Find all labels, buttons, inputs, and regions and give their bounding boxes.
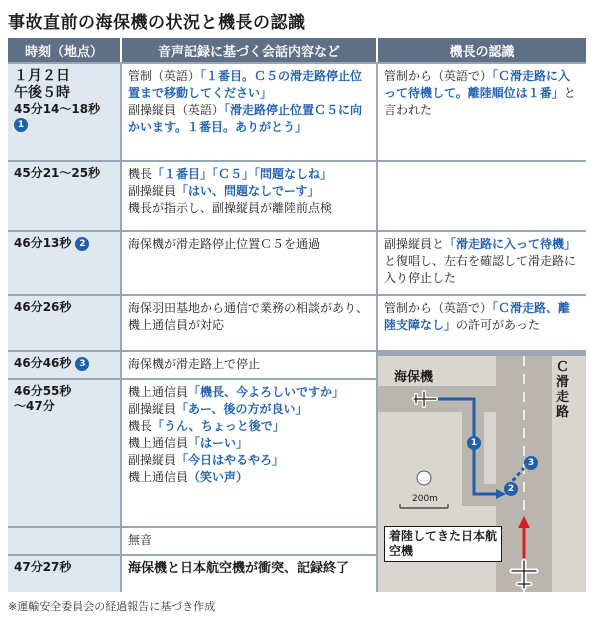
speaker: 機上通信員 [128, 436, 189, 450]
speaker: 管制（英語） [128, 69, 201, 83]
page-title: 事故直前の海保機の状況と機長の認識 [8, 13, 306, 33]
speaker: 副操縦員 [128, 402, 177, 416]
captain-pre: 管制から（英語で） [384, 301, 493, 315]
quote: 「あー、後の方が良い」 [176, 402, 308, 416]
talk-line [128, 435, 370, 452]
scale-label: 200m [412, 494, 438, 504]
table-row [8, 64, 586, 160]
talk-line [128, 384, 370, 401]
talk-line [128, 469, 370, 486]
position-marker: 3 [75, 357, 89, 371]
talk-line [128, 183, 370, 200]
talk-cell [122, 232, 376, 294]
talk-text: 海保機が滑走路停止位置Ｃ５を通過 [128, 237, 321, 251]
captain-pre: 副操縦員と [384, 237, 445, 251]
time-text: 46分46秒 3 [14, 356, 114, 371]
talk-text: 海保羽田基地から通信で業務の相談があり、機上通信員が対応 [128, 301, 369, 332]
talk-text: 海保機が滑走路上で停止 [128, 357, 261, 371]
captain-quote: 「Ｃ滑走路、離陸支障なし」 [384, 301, 571, 332]
map-marker-2: 2 [504, 482, 518, 496]
time-text: 45分21～25秒 [14, 166, 101, 180]
quote: 「滑走路停止位置Ｃ５に向かいます。１番目。ありがとう」 [128, 103, 363, 134]
time-cell [8, 296, 120, 350]
captain-pre: 管制から（英語で） [384, 69, 493, 83]
time-cell [8, 64, 120, 160]
captain-post: と言われた [384, 86, 576, 117]
quote: 「１番目」「Ｃ５」「問題なしね」 [152, 167, 333, 181]
captain-post: の許可があった [456, 318, 540, 332]
runway-label: Ｃ滑走路 [556, 360, 570, 420]
time-text: 47分27秒 [14, 560, 72, 574]
time-cell [8, 556, 120, 592]
talk-cell [122, 64, 376, 160]
quote: 「はい、問題なしでーす」 [176, 184, 320, 198]
position-marker: 2 [75, 237, 89, 251]
map-marker-1: 1 [467, 436, 481, 450]
talk-line [128, 300, 370, 334]
quote: （笑い声） [188, 470, 249, 484]
runway-map [378, 356, 586, 592]
time-text: 45分14～18秒 [14, 102, 101, 116]
map-marker-3: 3 [524, 456, 538, 470]
header-time: 時刻（地点） [8, 38, 120, 62]
quote: 「はーい」 [188, 436, 249, 450]
jcg-label: 海保機 [394, 370, 434, 385]
time-cell [8, 380, 120, 526]
talk-cell [122, 162, 376, 230]
talk-text: 機長が指示し、副操縦員が離陸前点検 [128, 201, 333, 215]
quote: 「うん、ちょっと後で」 [152, 419, 285, 433]
quote: 「今日はやるやろ」 [176, 453, 285, 467]
talk-cell [122, 556, 376, 592]
captain-cell [378, 162, 586, 230]
speaker: 副操縦員（英語） [128, 103, 225, 117]
header-talk: 音声記録に基づく会話内容など [122, 38, 376, 62]
talk-line [128, 452, 370, 469]
speaker: 機上通信員 [128, 385, 189, 399]
talk-line [128, 68, 370, 102]
time-cell [8, 352, 120, 378]
jal-label: 着陸してきた日本航空機 [384, 526, 502, 562]
speaker: 機上通信員 [128, 470, 189, 484]
talk-line [128, 166, 370, 183]
time-cell [8, 232, 120, 294]
quote: 「１番目。Ｃ５の滑走路停止位置まで移動してください」 [128, 69, 363, 100]
talk-text: 海保機と日本航空機が衝突、記録終了 [128, 561, 350, 576]
north-arrow-icon [417, 471, 431, 485]
talk-text: 無音 [128, 533, 153, 547]
talk-line [128, 200, 370, 217]
position-marker: 1 [14, 118, 28, 132]
time-cell [8, 528, 120, 554]
time-text: ～47分 [14, 399, 55, 413]
captain-post: と復唱し、左右を確認して滑走路に入り停止した [384, 254, 577, 285]
talk-cell [122, 528, 376, 554]
talk-cell [122, 296, 376, 350]
time-text: 午後５時 [14, 85, 70, 101]
captain-cell [378, 296, 586, 350]
captain-quote: 「Ｃ滑走路に入って待機して。離陸順位は１番」 [384, 69, 571, 100]
speaker: 機長 [128, 167, 153, 181]
speaker: 機長 [128, 419, 153, 433]
header-captain: 機長の認識 [378, 38, 586, 62]
talk-line [128, 401, 370, 418]
talk-line [128, 532, 370, 549]
speaker: 副操縦員 [128, 184, 177, 198]
talk-line [128, 418, 370, 435]
table-row [8, 232, 586, 294]
talk-line [128, 560, 370, 577]
talk-cell [122, 380, 376, 526]
talk-line [128, 236, 370, 253]
time-text: 46分55秒 [14, 384, 72, 398]
footnote: ※運輸安全委員会の経過報告に基づき作成 [8, 600, 216, 613]
table-row [8, 162, 586, 230]
talk-line [128, 356, 370, 373]
quote: 「機長、今よろしいですか」 [188, 385, 345, 399]
talk-line [128, 102, 370, 136]
time-cell [8, 162, 120, 230]
captain-cell [378, 232, 586, 294]
time-text: 46分13秒 2 [14, 236, 114, 251]
captain-cell [378, 64, 586, 160]
time-text: １月２日 [14, 68, 70, 84]
captain-quote: 「滑走路に入って待機」 [444, 237, 577, 251]
talk-cell [122, 352, 376, 378]
speaker: 副操縦員 [128, 453, 177, 467]
table-row [8, 296, 586, 350]
time-text: 46分26秒 [14, 300, 72, 314]
